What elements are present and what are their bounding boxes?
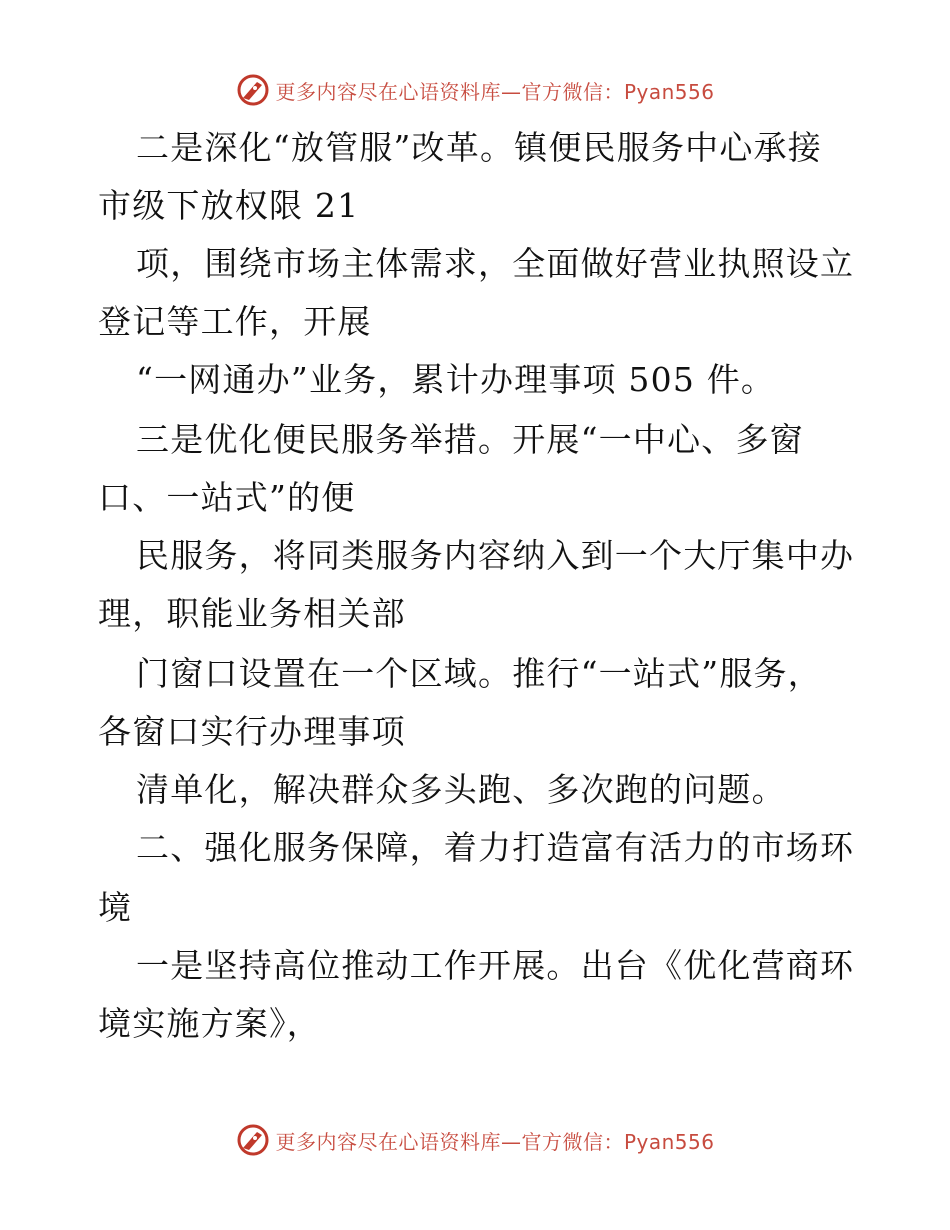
text-line: 项，围绕市场主体需求，全面做好营业执照设立	[136, 244, 855, 283]
header-watermark	[0, 70, 950, 110]
text-line: “一网通办”业务，累计办理事项 505 件。	[136, 360, 776, 399]
text-line: 三是优化便民服务举措。开展“一中心、多窗	[136, 420, 804, 459]
text-line: 清单化，解决群众多头跑、多次跑的问题。	[136, 770, 786, 809]
text-line: 市级下放权限 21	[98, 186, 360, 225]
text-line: 境	[98, 888, 133, 927]
text-line: 民服务，将同类服务内容纳入到一个大厅集中办	[136, 536, 855, 575]
text-line: 境实施方案》，	[98, 1004, 321, 1043]
text-line: 登记等工作，开展	[98, 302, 372, 341]
watermark-text: 更多内容尽在心语资料库—官方微信：Pyan556	[275, 79, 715, 104]
pen-nib-circle-icon	[235, 1122, 271, 1158]
text-line: 一是坚持高位推动工作开展。出台《优化营商环	[136, 946, 855, 985]
footer-watermark	[0, 1120, 950, 1160]
text-line: 门窗口设置在一个区域。推行“一站式”服务，	[136, 654, 822, 693]
text-line: 二、强化服务保障，着力打造富有活力的市场环	[136, 828, 855, 867]
watermark-text: 更多内容尽在心语资料库—官方微信：Pyan556	[275, 1129, 715, 1154]
text-line: 理，职能业务相关部	[98, 594, 406, 633]
pen-nib-circle-icon	[235, 72, 271, 108]
text-line: 二是深化“放管服”改革。镇便民服务中心承接	[136, 128, 822, 167]
text-line: 各窗口实行办理事项	[98, 712, 406, 751]
text-line: 口、一站式”的便	[98, 478, 356, 517]
